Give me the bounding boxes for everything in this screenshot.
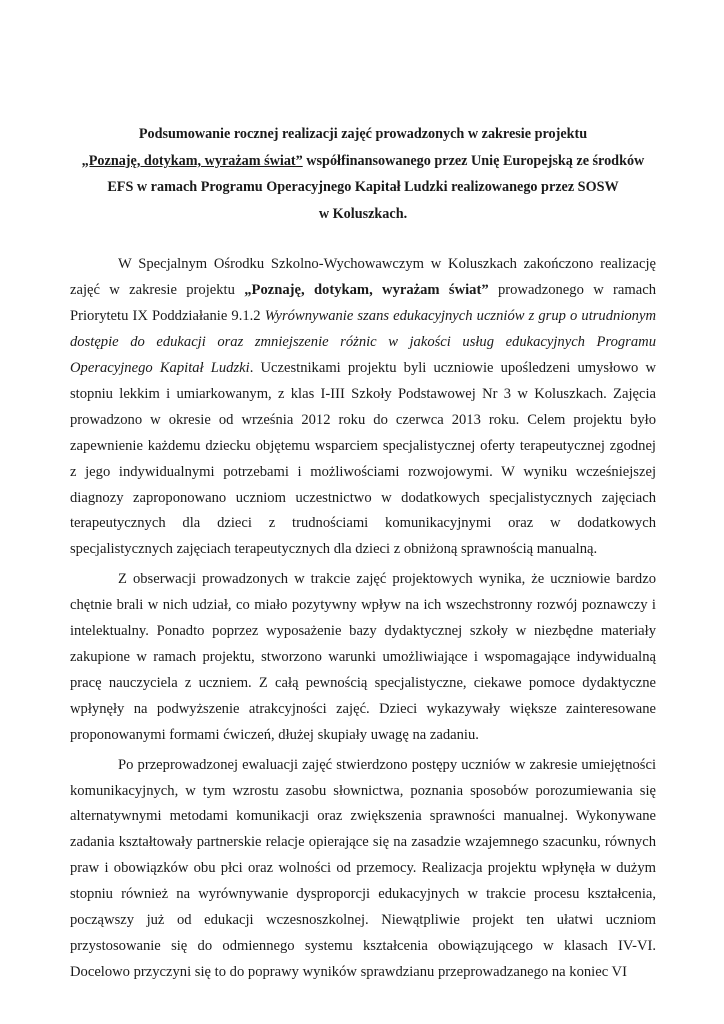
title-line-2-rest: współfinansowanego przez Unię Europejską ze środków (302, 152, 645, 169)
document-page (70, 121, 656, 986)
paragraph-1-priority: prowadzonego w ramach Priorytetu IX Poddziałanie 9.1.2 (70, 282, 656, 325)
title-line-1: Podsumowanie rocznej realizacji zajęć prowadzonych w zakresie projektu (138, 126, 588, 142)
title-line-3: EFS w ramach Programu Operacyjnego Kapitał Ludzki realizowanego przez SOSW (107, 179, 619, 196)
paragraph-1-program-name: Wyrównywanie szans edukacyjnych uczniów z grup o utrudnionym dostępie do edukacji oraz zmniejszenie różnic w jakości usług edukacyjnych Programu Operacyjnego Kapitał Ludzki (70, 308, 656, 376)
title-line-4: w Koluszkach. (318, 205, 408, 222)
paragraph-2: Z obserwacji prowadzonych w trakcie zajęć projektowych wynika, że uczniowie bardzo chętnie brali w nich udział, co miało pozytywny wpływ na ich wszechstronny rozwój poznawczy i intelektualny. Ponadto poprzez wyposażenie bazy dydaktycznej szkoły w niezbędne materiały zakupione w ramach projektu, stworzono warunki umożliwiające i wspomagające indywidualną pracę nauczyciela z uczniem. Z całą pewnością specjalistyczne, ciekawe pomoce dydaktyczne wpłynęły na podwyższenie atrakcyjności zajęć. Dzieci wykazywały większe zainteresowane proponowanymi formami ćwiczeń, dłużej skupiały uwagę na zadaniu. (70, 571, 656, 743)
document-body (70, 252, 656, 985)
paragraph-1-rest: . Uczestnikami projektu byli uczniowie upośledzeni umysłowo w stopniu lekkim i umiarkowanym, z klas I-III Szkoły Podstawowej Nr 3 w Koluszkach. Zajęcia prowadzono w okresie od września 2012 roku do czerwca 2013 roku. Celem projektu było zapewnienie każdemu dziecku objętemu wsparciem specjalistycznej oferty terapeutycznej zgodnej z jego indywidualnymi potrzebami i możliwościami rozwojowymi. W wyniku wcześniejszej diagnozy zaproponowano uczniom uczestnictwo w dodatkowych specjalistycznych zajęciach terapeutycznych dla dzieci z trudnościami komunikacyjnymi oraz w dodatkowych specjalistycznych zajęciach terapeutycznych dla dzieci z obniżoną sprawnością manualną. (70, 360, 656, 558)
paragraph-1-intro: W Specjalnym Ośrodku Szkolno-Wychowawczym w Koluszkach zakończono realizację zajęć w zakresie projektu (70, 256, 656, 299)
paragraph-1 (70, 252, 656, 563)
title-line-2 (70, 148, 656, 175)
document-title (70, 121, 656, 227)
paragraph-1-project-name: „Poznaję, dotykam, wyrażam świat” (244, 282, 489, 299)
title-project-name: „Poznaję, dotykam, wyrażam świat” (81, 152, 303, 169)
paragraph-3: Po przeprowadzonej ewaluacji zajęć stwierdzono postępy uczniów w zakresie umiejętności komunikacyjnych, w tym wzrostu zasobu słownictwa, poznania sposobów porozumiewania się alternatywnymi metodami komunikacji oraz zwiększenia sprawności manualnej. Wykonywane zadania kształtowały partnerskie relacje opierające się na zasadzie wzajemnego szacunku, równych praw i obowiązków obu płci oraz wolności od przemocy. Realizacja projektu wpłynęła w dużym stopniu również na wyrównywanie dysproporcji edukacyjnych w trakcie procesu kształcenia, począwszy już od edukacji wczesnoszkolnej. Niewątpliwie projekt ten ułatwi uczniom przystosowanie się do odmiennego systemu kształcenia obowiązującego w klasach IV-VI. Docelowo przyczyni się to do poprawy wyników sprawdzianu przeprowadzanego na koniec VI (70, 756, 656, 980)
